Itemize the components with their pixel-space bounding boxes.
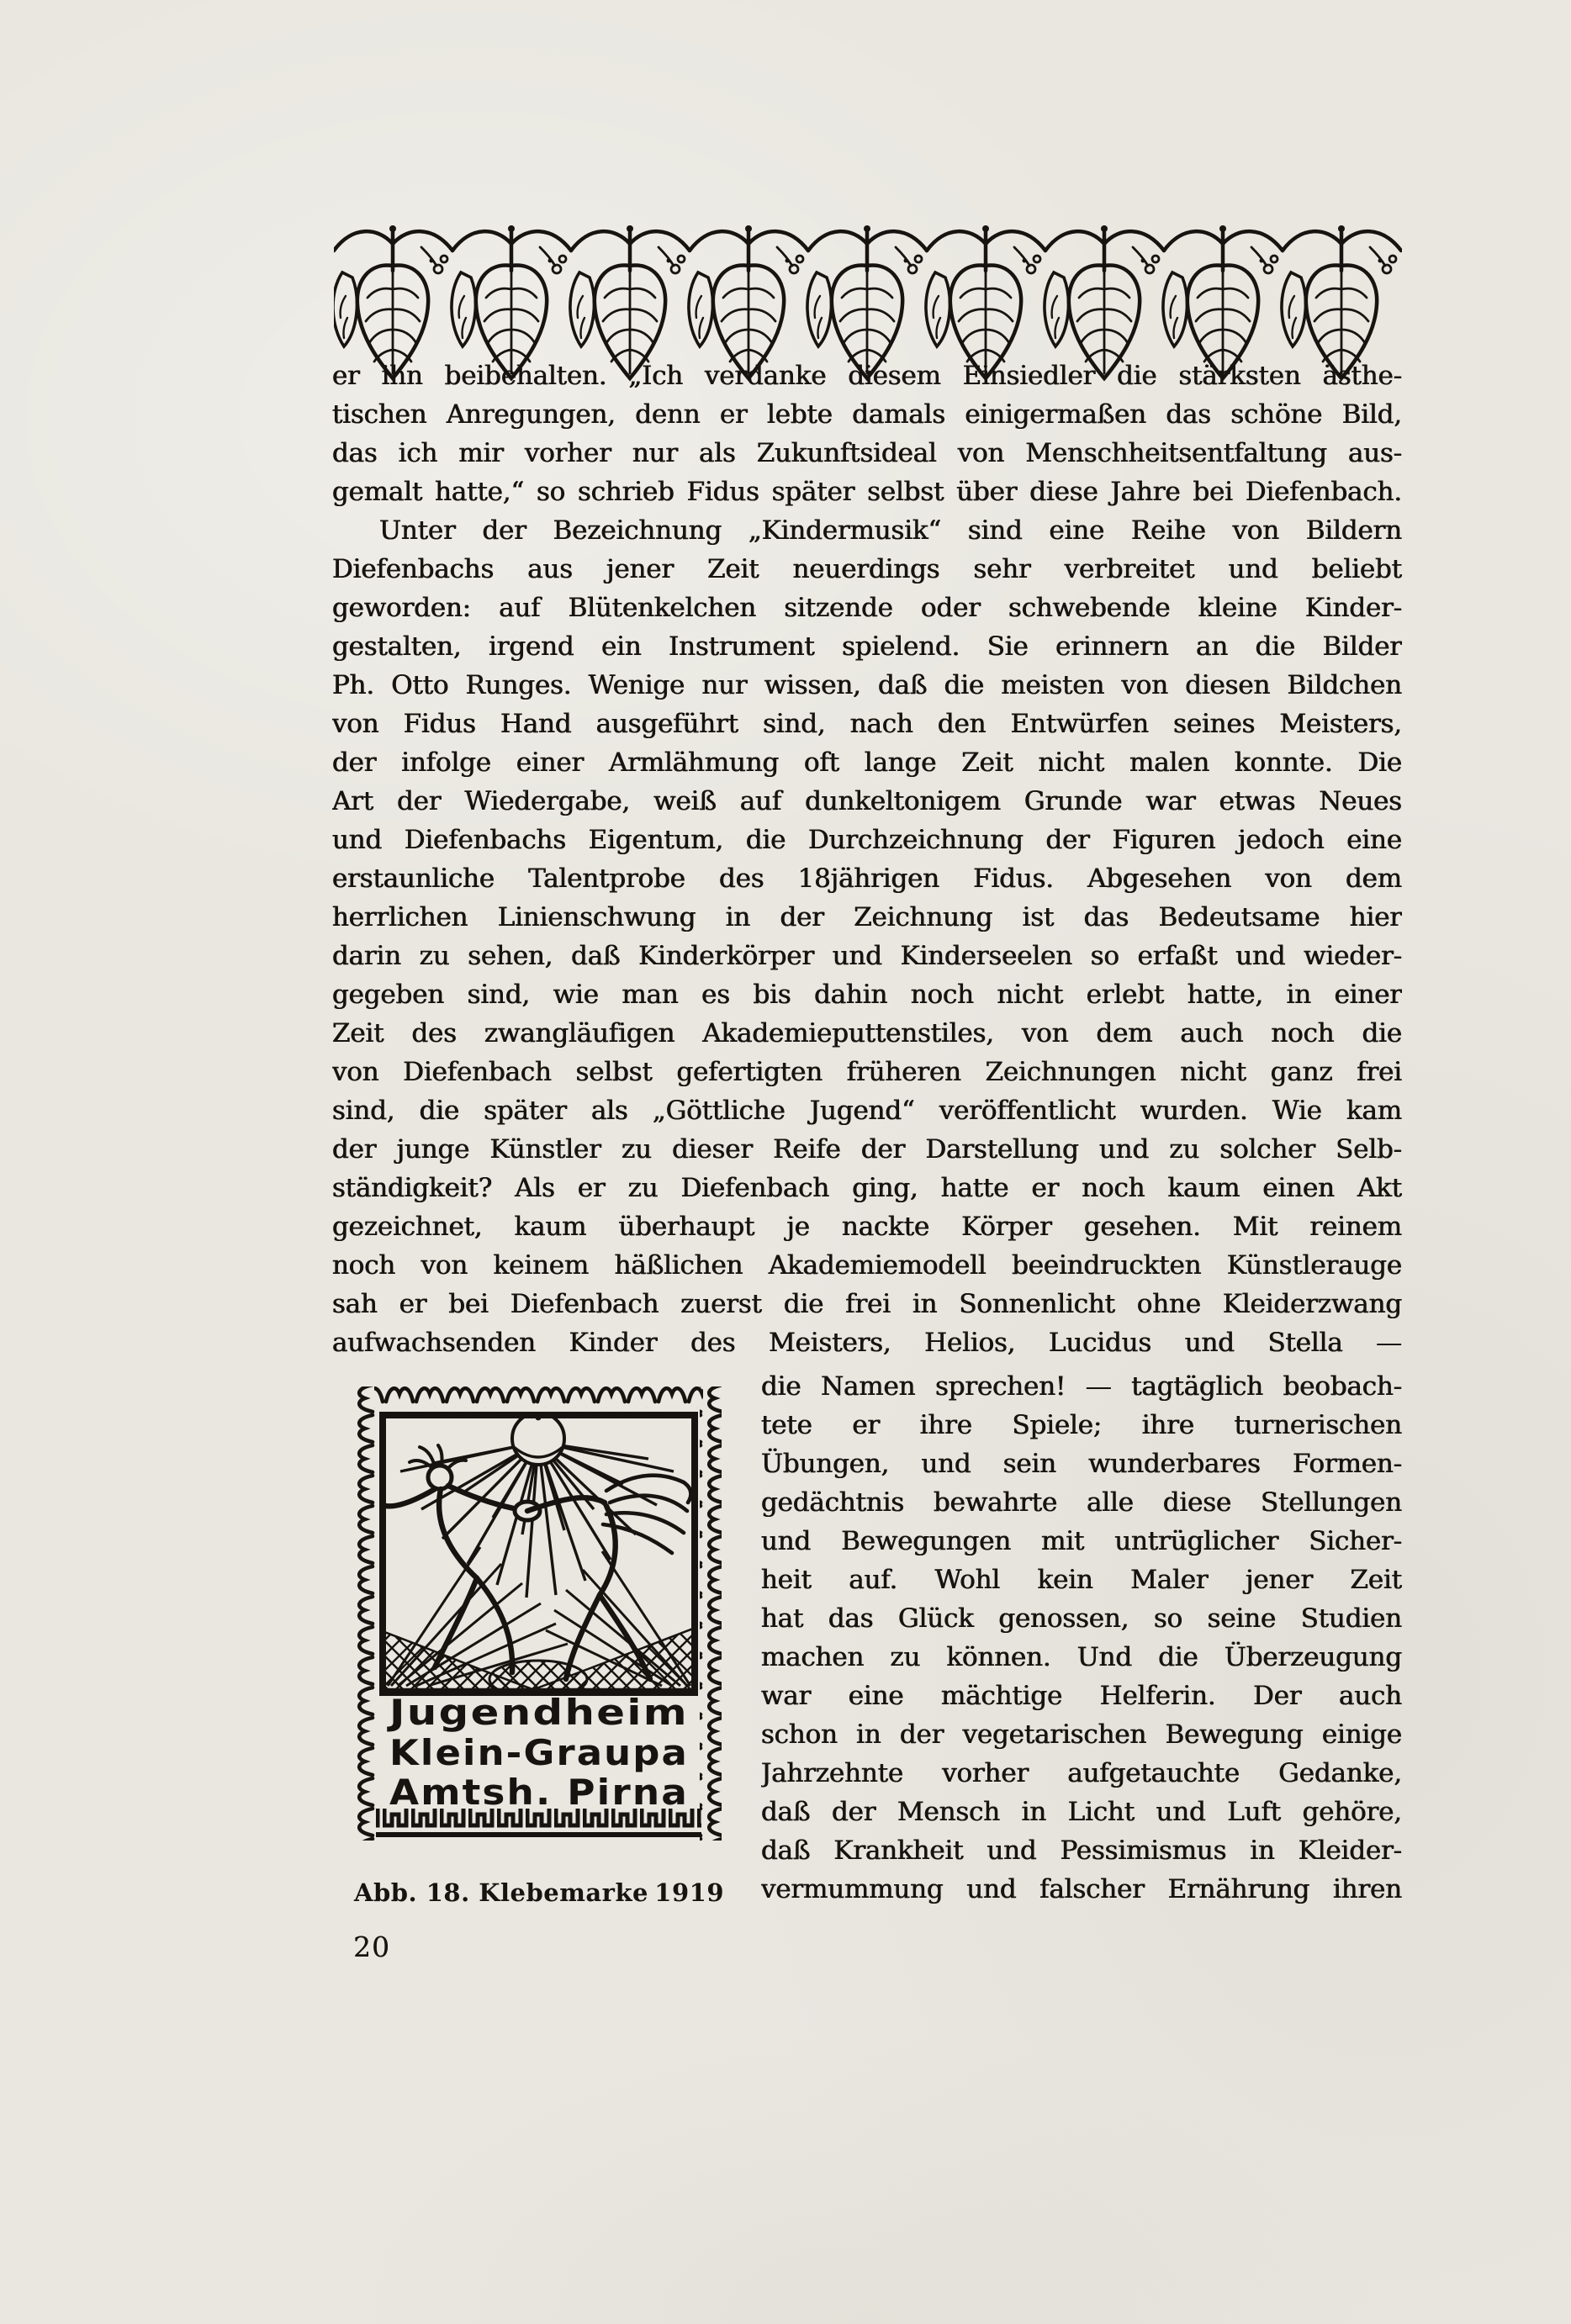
- text-line: hat das Glück genossen, so seine Studien: [761, 1603, 1402, 1634]
- text-line: die Namen sprechen! — tagtäglich beobach-: [761, 1371, 1402, 1402]
- text-line: der junge Künstler zu dieser Reife der Darstellung und zu solcher Selb-: [332, 1134, 1402, 1165]
- column-text: [761, 1367, 1402, 1909]
- sun-icon: [512, 1413, 564, 1465]
- text-line: sah er bei Diefenbach zuerst die frei in Sonnenlicht ohne Kleiderzwang: [332, 1289, 1402, 1319]
- text-line: Unter der Bezeichnung „Kindermusik“ sind eine Reihe von Bildern: [379, 515, 1402, 546]
- stamp-text-line2: Klein-Graupa: [389, 1732, 689, 1773]
- text-line: darin zu sehen, daß Kinderkörper und Kinderseelen so erfaßt und wieder-: [332, 941, 1402, 971]
- text-line: gemalt hatte,“ so schrieb Fidus später selbst über diese Jahre bei Diefenbach.: [332, 477, 1402, 507]
- text-line: Ph. Otto Runges. Wenige nur wissen, daß die meisten von diesen Bildchen: [332, 670, 1402, 700]
- text-line: sind, die später als „Göttliche Jugend“ veröffentlicht wurden. Wie kam: [332, 1096, 1402, 1126]
- text-line: war eine mächtige Helferin. Der auch: [761, 1681, 1402, 1711]
- klebemarke-illustration: [354, 1383, 723, 1847]
- text-line: herrlichen Linienschwung in der Zeichnung ist das Bedeutsame hier: [332, 902, 1402, 932]
- text-line: von Diefenbach selbst gefertigten früheren Zeichnungen nicht ganz frei: [332, 1057, 1402, 1087]
- text-line: schon in der vegetarischen Bewegung einige: [761, 1719, 1402, 1750]
- dancing-figures: [386, 1445, 691, 1679]
- caption-label: Abb. 18. Klebemarke: [354, 1878, 648, 1907]
- text-line: tete er ihre Spiele; ihre turnerischen: [761, 1410, 1402, 1440]
- text-line: vermummung und falscher Ernährung ihren: [761, 1874, 1402, 1904]
- text-line: daß der Mensch in Licht und Luft gehöre,: [761, 1797, 1402, 1827]
- text-line: von Fidus Hand ausgeführt sind, nach den Entwürfen seines Meisters,: [332, 709, 1402, 739]
- stamp-text-line3: Amtsh. Pirna: [389, 1772, 689, 1813]
- text-line: heit auf. Wohl kein Maler jener Zeit: [761, 1565, 1402, 1595]
- text-line: ständigkeit? Als er zu Diefenbach ging, hatte er noch kaum einen Akt: [332, 1173, 1402, 1203]
- page-number: 20: [353, 1931, 390, 1963]
- text-line: noch von keinem häßlichen Akademiemodell beeindruckten Künstlerauge: [332, 1250, 1402, 1281]
- stamp-text-line1: Jugendheim: [386, 1692, 689, 1733]
- text-line: Diefenbachs aus jener Zeit neuerdings sehr verbreitet und beliebt: [332, 554, 1402, 584]
- text-line: gezeichnet, kaum überhaupt je nackte Körper gesehen. Mit reinem: [332, 1212, 1402, 1242]
- text-line: er ihn beibehalten. „Ich verdanke diesem Einsiedler die stärksten ästhe-: [332, 361, 1402, 391]
- figure-caption: [354, 1878, 724, 1907]
- text-line: tischen Anregungen, denn er lebte damals einigermaßen das schöne Bild,: [332, 399, 1402, 430]
- text-line: erstaunliche Talentprobe des 18jährigen Fidus. Abgesehen von dem: [332, 864, 1402, 894]
- text-line: das ich mir vorher nur als Zukunftsideal von Menschheitsentfaltung aus-: [332, 438, 1402, 468]
- text-line: der infolge einer Armlähmung oft lange Zeit nicht malen konnte. Die: [332, 747, 1402, 778]
- text-line: Zeit des zwangläufigen Akademieputtenstiles, von dem auch noch die: [332, 1018, 1402, 1048]
- text-line: gedächtnis bewahrte alle diese Stellungen: [761, 1487, 1402, 1518]
- text-line: und Diefenbachs Eigentum, die Durchzeichnung der Figuren jedoch eine: [332, 825, 1402, 855]
- text-line: geworden: auf Blütenkelchen sitzende oder schwebende kleine Kinder-: [332, 593, 1402, 623]
- text-line: gegeben sind, wie man es bis dahin noch nicht erlebt hatte, in einer: [332, 980, 1402, 1010]
- text-line: machen zu können. Und die Überzeugung: [761, 1642, 1402, 1672]
- text-line: Jahrzehnte vorher aufgetauchte Gedanke,: [761, 1758, 1402, 1788]
- text-line: und Bewegungen mit untrüglicher Sicher-: [761, 1526, 1402, 1556]
- text-line: daß Krankheit und Pessimismus in Kleider-: [761, 1835, 1402, 1866]
- caption-year: 1919: [654, 1878, 724, 1907]
- text-line: aufwachsenden Kinder des Meisters, Helios, Lucidus und Stella —: [332, 1328, 1402, 1358]
- text-line: Art der Wiedergabe, weiß auf dunkeltonigem Grunde war etwas Neues: [332, 786, 1402, 816]
- body-text: [332, 357, 1402, 1362]
- text-line: Übungen, und sein wunderbares Formen-: [761, 1449, 1402, 1479]
- text-line: gestalten, irgend ein Instrument spielend. Sie erinnern an die Bilder: [332, 631, 1402, 662]
